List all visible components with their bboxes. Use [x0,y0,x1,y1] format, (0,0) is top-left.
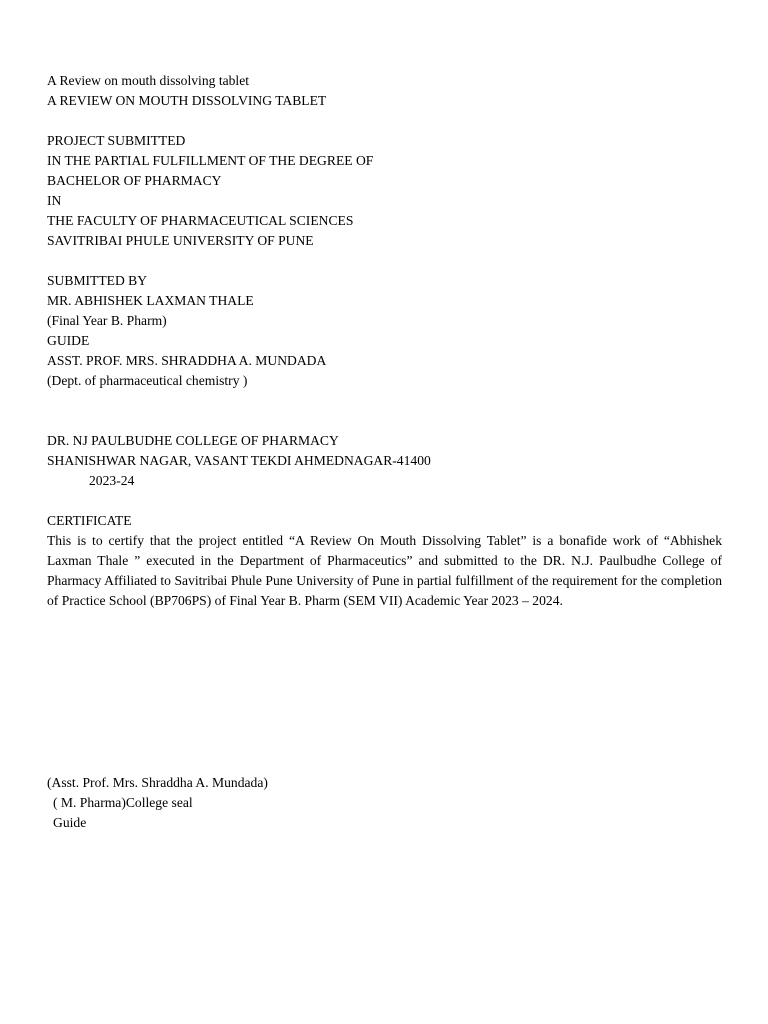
submission-line-6: SAVITRIBAI PHULE UNIVERSITY OF PUNE [47,233,314,248]
title-uppercase: A REVIEW ON MOUTH DISSOLVING TABLET [47,93,327,108]
submitted-by-heading: SUBMITTED BY [47,273,148,288]
student-year: (Final Year B. Pharm) [47,313,167,328]
guide-heading: GUIDE [47,333,90,348]
signature-name: (Asst. Prof. Mrs. Shraddha A. Mundada) [47,775,268,790]
guide-department: (Dept. of pharmaceutical chemistry ) [47,373,248,388]
submission-line-2: IN THE PARTIAL FULFILLMENT OF THE DEGREE OF [47,153,374,168]
submission-line-4: IN [47,193,62,208]
college-name: DR. NJ PAULBUDHE COLLEGE OF PHARMACY [47,433,339,448]
college-address: SHANISHWAR NAGAR, VASANT TEKDI AHMEDNAGAR-41400 [47,453,431,468]
submission-line-3: BACHELOR OF PHARMACY [47,173,222,188]
title-lowercase: A Review on mouth dissolving tablet [47,73,250,88]
signature-role: Guide [53,815,87,830]
submission-line-5: THE FACULTY OF PHARMACEUTICAL SCIENCES [47,213,354,228]
student-name: MR. ABHISHEK LAXMAN THALE [47,293,254,308]
guide-name: ASST. PROF. MRS. SHRADDHA A. MUNDADA [47,353,327,368]
signature-qualification-seal: ( M. Pharma)College seal [53,795,193,810]
submission-line-1: PROJECT SUBMITTED [47,133,186,148]
certificate-heading: CERTIFICATE [47,513,132,528]
certificate-body: This is to certify that the project entitled “A Review On Mouth Dissolving Tablet” is a bonafide work of “Abhishek Laxman Thale ” executed in the Department of Pharmaceutics” and submitted to the DR. N.J. Paulbudhe College of Pharmacy Affiliated to Savitribai Phule Pune University of Pune in partial fulfillment of the requirement for the completion of Practice School (BP706PS) of Final Year B. Pharm (SEM VII) Academic Year 2023 – 2024. [47,533,722,608]
academic-year: 2023-24 [89,473,135,488]
